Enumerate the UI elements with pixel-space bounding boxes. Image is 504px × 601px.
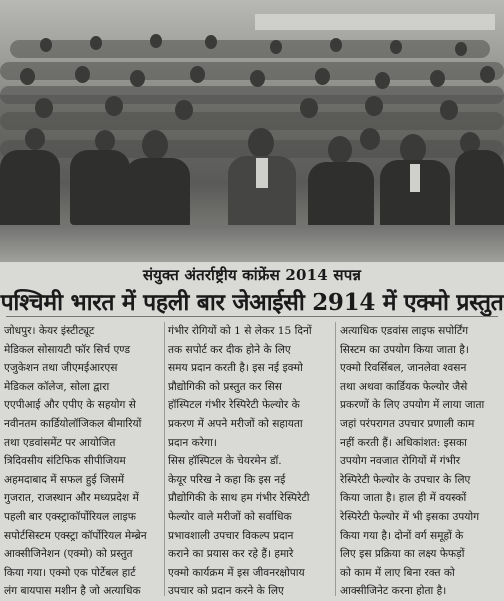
article-line: नवीनतम कार्डियोलॉजिकल बीमारियों [4,417,142,430]
article-line: तक सपोर्ट कर दीक होने के लिए [168,343,291,356]
article-line: उपचार को प्रदान करने के लिए [168,585,284,598]
article-line: एजुकेशन तथा जीएमईआरएस [4,362,118,375]
article-line: मेडिकल सोसायटी फॉर सिर्च एण्ड [4,343,131,356]
article-line: आक्सीजिनेट करना होता है। [340,585,447,598]
article-line: को काम में लाए बिना रक्त को [340,566,455,579]
article-line: एएपीआई और एपीए के सहयोग से [4,399,136,412]
article-line: कराने का प्रयास कर रहे हैं। हमारे [168,548,294,561]
article-headline: पश्चिमी भारत में पहली बार जेआईसी 2914 में एक्मो प्रस्तुत [0,289,504,316]
article-line: उपयोग नवजात रोगियों में गंभीर [340,455,461,468]
audience-photo [0,0,504,262]
article-line: प्रदान करेगा। [168,436,217,449]
article-line: सिस हॉस्पिटल के चेयरमेन डॉ. [168,455,282,468]
article-line: पहली बार एक्स्ट्राकॉर्पोरियल लाइफ [4,510,136,523]
column-divider [335,322,336,596]
article-line: गुजरात, राजस्थान और मध्यप्रदेश में [4,492,139,505]
article-line: जोधपुर। केयर इंस्टीट्यूट [4,325,95,337]
article-line: लंग बायपास मशीन है जो अत्याधिक [4,585,141,598]
article-line: केयूर परिख ने कहा कि इस नई [168,473,286,486]
article-line: एक्मो रिवर्सिबल, जानलेवा श्वसन [340,362,467,375]
article-line: प्रौद्योगिकी के साथ हम गंभीर रेस्पिरेटी [168,492,310,505]
article-line: किया जाता है। हाल ही में वयस्कों [340,492,467,505]
article-line: आक्सीजिनेशन (एक्मो) को प्रस्तुत [4,548,133,561]
headline-divider [6,316,498,317]
article-line: प्रकरण में अपने मरीजों को सहायता [168,417,303,430]
article-line: अत्याधिक एडवांस लाइफ सपोर्टिंग [340,325,469,337]
article-line: नहीं करती हैं। अधिकांशत: इसका [340,436,467,449]
article-column-3 [340,322,500,601]
article-line: हॉस्पिटल गंभीर रेस्पिरेटी फेल्योर के [168,399,300,412]
projection-banner [255,14,495,30]
article-line: सपोर्टसिस्टम एक्स्ट्रा कॉर्पोरियल मेम्ब्रेन [4,529,147,542]
article-line: सिस्टम का उपयोग किया जाता है। [340,343,469,356]
article-line: रेस्पिरेटी फेल्योर के उपचार के लिए [340,473,471,486]
article-line: त्रिदिवसीय संटिफिक सीपीजियम [4,455,126,468]
article-column-1 [4,322,162,601]
seat-row-foreground [0,225,504,262]
article-line: एक्मो कार्यक्रम में इस जीवनरक्षोपाय [168,566,305,579]
article-subheadline: संयुक्त अंतर्राष्ट्रीय कांफ्रेंस 2014 सपन्न [142,266,362,284]
article-line: समय प्रदान करती है। इस नई इक्मो [168,362,303,375]
article-line: गंभीर रोगियों को 1 से लेकर 15 दिनों [168,325,312,337]
article-line: लिए इस प्रक्रिया का लक्ष्य फेफड़ों [340,548,465,561]
article-line: किया गया है। दोनों वर्ग समूहों के [340,529,464,542]
article-line: प्रभावशाली उपचार विकल्प प्रदान [168,529,294,542]
article-line: मेडिकल कॉलेज, सोला द्वारा [4,380,110,393]
article-line: रेस्पिरेटी फेल्योर में भी इसका उपयोग [340,510,480,523]
article-column-2 [168,322,331,601]
article-line: फेल्योर वाले मरीजों को सर्वाधिक [168,510,292,523]
article-line: प्रकरणों के लिए उपयोग में लाया जाता [340,399,485,412]
article-line: तथा अथवा कार्डियक फेल्योर जैसे [340,380,468,393]
article-line: किया गया। एक्मो एक पोर्टेबल हार्ट [4,566,136,579]
article-line: प्रौद्योगिकी को प्रस्तुत कर सिस [168,380,282,393]
article-line: अहमदाबाद में सफल हुई जिसमें [4,473,125,486]
article-line: तथा एडवांसमेंट पर आयोजित [4,436,116,449]
column-divider [164,322,165,596]
article-line: जहां परंपरागत उपचार प्रणाली काम [340,417,475,430]
